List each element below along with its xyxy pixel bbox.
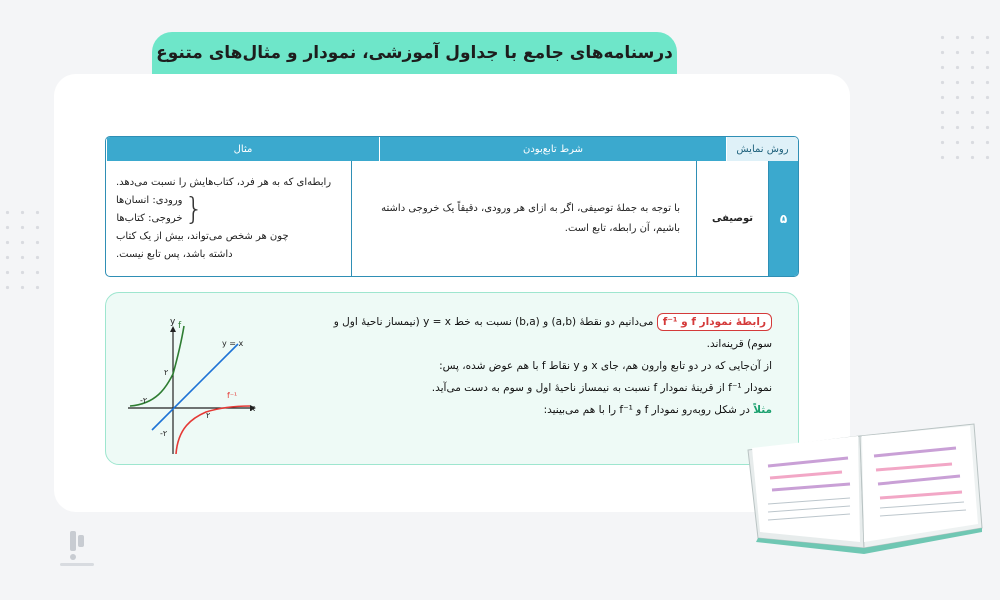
open-book-illustration xyxy=(742,418,987,558)
line-1-text: می‌دانیم دو نقطهٔ (a,b) و (b,a) نسبت به خط y = x (نیمساز ناحیهٔ اول و سوم) قرینه‌اند. xyxy=(333,316,772,350)
brand-logo-icon xyxy=(54,525,100,571)
function-representation-table xyxy=(105,136,799,277)
inverse-function-text xyxy=(332,311,772,421)
text-line-4 xyxy=(332,399,772,421)
example-io-group xyxy=(116,192,204,228)
example-input: ورودی: انسان‌ها xyxy=(116,194,183,206)
y-axis-label: y xyxy=(170,317,176,327)
tick-x-positive: ۲ xyxy=(206,411,211,420)
inverse-function-plot xyxy=(126,316,266,456)
example-line-2: چون هر شخص می‌تواند، بیش از یک کتاب xyxy=(116,230,289,242)
tick-y-positive: ۲ xyxy=(164,368,169,377)
page-title: درسنامه‌های جامع با جداول آموزشی، نمودار و مثال‌های متنوع xyxy=(152,32,677,74)
row-method: توصیفی xyxy=(696,161,768,276)
table-row xyxy=(106,161,798,276)
example-line-1: رابطه‌ای که به هر فرد، کتاب‌هایش را نسبت می‌دهد. xyxy=(116,176,332,188)
finv-curve xyxy=(176,406,250,454)
example-word: مثلاً xyxy=(753,404,772,416)
f-label: f xyxy=(178,321,182,331)
finv-label: f⁻¹ xyxy=(227,391,238,400)
decor-dots-right xyxy=(935,30,995,160)
table-header-example: مثال xyxy=(106,137,379,161)
decor-dots-left xyxy=(0,205,50,295)
tick-y-negative: -۲ xyxy=(160,429,168,438)
table-header-row xyxy=(106,137,798,161)
identity-label: y = x xyxy=(222,339,244,348)
text-line-3: نمودار f⁻¹ از قرینهٔ نمودار f نسبت به نیمساز ناحیهٔ اول و سوم به دست می‌آید. xyxy=(431,382,772,394)
table-header-condition: شرط تابع‌بودن xyxy=(379,137,726,161)
text-line-1 xyxy=(332,311,772,355)
row-number: ۵ xyxy=(768,161,798,276)
row-condition: با توجه به جملهٔ توصیفی، اگر به ازای هر ورودی، دقیقاً یک خروجی داشته باشیم، آن رابطه، تابع است. xyxy=(351,161,696,276)
topic-tag: رابطهٔ نمودار f و f⁻¹ xyxy=(657,313,772,331)
curly-brace-icon: } xyxy=(184,191,204,227)
line-4-text: در شکل روبه‌رو نمودار f و f⁻¹ را با هم می‌بینید: xyxy=(543,404,754,416)
text-line-2: از آن‌جایی که در دو تابع وارون هم، جای x و y نقاط f با هم عوض شده، پس: xyxy=(439,360,772,372)
tick-x-negative: -۲ xyxy=(140,396,148,405)
row-example xyxy=(106,161,351,276)
table-header-method: روش نمایش xyxy=(726,137,798,161)
f-curve xyxy=(130,326,184,406)
example-output: خروجی: کتاب‌ها xyxy=(116,212,183,224)
x-axis-label: x xyxy=(250,404,256,414)
example-line-3: داشته باشد، پس تابع نیست. xyxy=(116,248,233,260)
